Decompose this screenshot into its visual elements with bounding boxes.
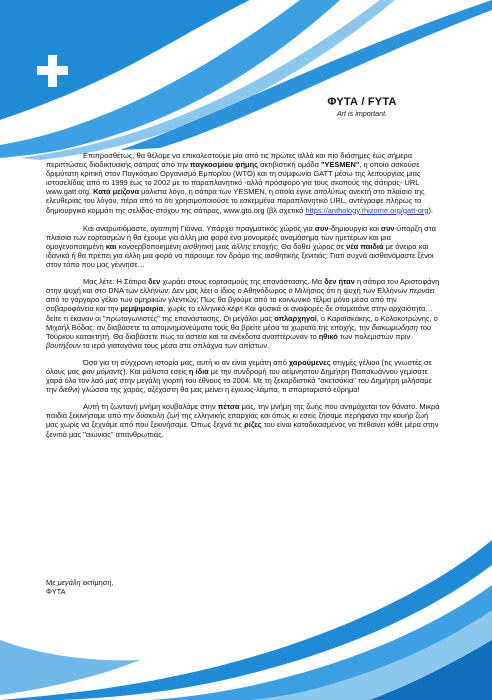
italic-text: βουτήξουν: [46, 340, 81, 350]
letter-subtitle: Art is important.: [336, 109, 388, 118]
text: , η οποία ασκούσε δριμύτατη κριτική στον Παγκόσμιο Οργανισμό Εμπορίου (WTO) και τη συμφωνία GATT μέσω της λειτουργίας μιας ιστοσελίδας από το 1999 έως το 2002 με το παραπλανητικό -αλλά πρόσφορο για τους σκοπούς της σάτιρας- URL www.gatt.org.: [46, 160, 421, 197]
signoff-line: [46, 578, 114, 587]
text: Επιπροσθέτως, θα θέλαμε να επικαλεστούμε μία από τις πρώτες αλλά και πιο διάσημες έως σήμερα περιπτώσεις διαδικτυακής σάτιρας από την: [46, 151, 413, 170]
italic-text: αγαπητή: [150, 223, 179, 233]
text: του είναι καταδικασμένος να πεθαίνει κάθε μέρα στην ξενιτιά μας "αιώνιας" απανθρωπιάς.: [46, 420, 439, 439]
emphasis: η ίδια: [188, 366, 209, 376]
emphasis: συν: [380, 223, 395, 233]
emphasis: και: [105, 241, 117, 251]
emphasis: δεν: [148, 277, 161, 287]
text: κονσερβοποιημένη: [116, 241, 183, 251]
text: με όνειρα και ιδανικά ή θα πρέπει για άλλη μια φορά να πάρουμε τον δρόμο της αισθητικής ξενιτιάς; Γιατί συχνά αισθανόμαστε ξένοι στον τόπο που μας γέννησε…: [46, 241, 434, 270]
text: γλώσσα της χαράς, αξέχαστη θα μας μείνει η έγκυος-λάμπα, τι σπαρταριστό εύρημα!: [79, 385, 360, 395]
text: Γιάννα. Υπάρχει πραγματικός χώρος για: [178, 223, 315, 233]
emphasis: συν: [314, 223, 329, 233]
text: στιγμές γέλιου (τις γνωστές σε όλους μας: [46, 357, 432, 376]
paragraph-5: [46, 402, 441, 438]
text: Και αναρωτιόμαστε,: [83, 223, 151, 233]
gatt-org-link[interactable]: https://anthology.rhizome.org/gatt-org: [305, 205, 429, 215]
letter-title: ΦΥΤΑ / FYTA: [327, 96, 397, 108]
paragraph-3: [46, 277, 441, 350]
italic-text: κέφι: [227, 304, 241, 314]
emphasis: πέτσα: [217, 402, 240, 412]
text: ακτιβιστική ομάδα: [258, 160, 321, 170]
signoff: [46, 578, 114, 596]
emphasis: "YESMEN": [320, 160, 360, 170]
italic-text: απολύτως: [314, 187, 347, 197]
text: της ελληνικής επαρχίας και όπως κι εσείς ζήσαμε περήφανα την κουήρ ζωή μας χωρίς να ξεχνάμε από που ξεκινήσαμε. Όπως ξεχνά τις: [46, 411, 429, 430]
text: χωράει στους εορτασμούς της επανάστασης. Μα: [160, 277, 325, 287]
text: μας, την μνήμη της ζωής που αντιμάχεται τον θάνατο. Μικρά παιδιά ξεκινήσαμε από την: [46, 402, 440, 421]
text: εποχής; Θα δοθεί χώρος σε: [250, 241, 347, 251]
italic-text: αισθητική: [182, 241, 214, 251]
paragraph-4: [46, 358, 441, 394]
emphasis: ρίζες: [244, 420, 262, 430]
paragraph-2: [46, 224, 441, 269]
italic-text: περνάει: [409, 286, 435, 296]
text: , ο Καραϊσκάκης, ο Κολοκοτρώνης, ο Μιχαήλ Βόδας: αν διαβάσετε τα απομνημονεύματα τους θα βρείτε μέσα τα χωρατά της εποχής, την: [46, 313, 438, 332]
emphasis: νέα παιδιά: [346, 241, 384, 251]
text: μιας: [213, 241, 232, 251]
emphasis: ηθικό: [318, 331, 338, 341]
text: Με: [46, 578, 58, 587]
text: εκτίμηση,: [80, 578, 114, 587]
text: η σάτιρα του Αριστοφάνη στην ψυχή και στο DNA των ελλήνων; Δεν μας λέει ο ίδιος ο Αθηνόδωρος ο Μιλήσιος ότι η ψυχή των Ελλήνων: [46, 277, 440, 296]
emphasis: μεμψιμοιρία: [120, 304, 164, 314]
italic-text: δύσκολη ζωή: [136, 411, 180, 421]
emphasis: χαρούμενες: [288, 357, 331, 367]
text: -δημιουργία και: [328, 223, 381, 233]
text: των πολεμιστών πριν: [337, 331, 411, 341]
text: τα ιερά γιαταγάνια τους μέσα στα σπλάχνα των απίστων.: [80, 340, 270, 350]
text: Μας λέτε: Η Σάτιρα: [83, 277, 149, 287]
text: ! Και φυσικά οι αναφορές δε σταματάνε στην αρχαιότητα… δείτε τι έκαναν οι "πρωταγωνιστές" της επανάστασης. Οι μεγάλοι μας: [46, 304, 433, 323]
text: ). Και μάλιστα εσείς: [123, 366, 189, 376]
letter-header: [302, 96, 422, 118]
text: Αυτή τη ζωντανή μνήμη κουβαλάμε στην: [83, 402, 218, 412]
italic-text: μεγάλη: [57, 578, 81, 587]
text: ).: [428, 205, 434, 215]
text: , χωρίς το ελληνικό: [163, 304, 228, 314]
text: με την συνδρομή του αείμνηστου Δημήτρη Παπαϊωάννου γεμίσατε χαρά όλο τον λαό μας στην μεγάλη γιορτή του έθνους το 2004. Με τη ξεκαρδιστικά "σκετσάκια" του Δημήτρη μιλήσαμε την: [46, 366, 432, 395]
italic-text: φαν μόμαντς: [81, 366, 124, 376]
italic-text: άλλης: [231, 241, 251, 251]
emphasis: Κατά μείζονα: [93, 187, 140, 197]
paragraph-1: [46, 151, 441, 215]
text: του Τούρκου κατακτητή. Θα διαβάσετε πως τα αστεία και τα ανέκδοτα αναπτέρωναν το: [46, 322, 432, 341]
text: ανεκτή στο πλαίσιο της ελευθερίας του λόγου, πέρα από το ότι χρησιμοποιούσε το εσκεμμένα παραπλανητικό URL, αντέγραφε πλήρως το δημιουργικό κομμάτι της σελίδας-στόχου της σάτιρας, www.gto.org (βλ σχετικά: [46, 187, 425, 215]
signoff-name: ΦΥΤΑ: [46, 587, 66, 597]
text: μάλιστα λόγο, η σάτιρα των YESMEN, η οποία έγινε: [139, 187, 315, 197]
italic-text: διεθνή: [58, 385, 80, 395]
italic-text: διακωμώδηση: [371, 322, 418, 332]
text: -ύπαρξη στα πλαίσια των εορτασμών ή θα έχουμε για άλλη μια φορά ένα μονομερές αναμάσημα των ημετέρων και μια ομογενοποιημένη: [46, 223, 436, 251]
emphasis: δεν ήταν: [324, 277, 355, 287]
emphasis: οπλαρχηγοί: [274, 313, 317, 323]
text: Όσο για τη σύγχρονη ιστορία μας, αυτή κι αν είναι γεμάτη από: [83, 357, 289, 367]
emphasis: παγκοσμίου φήμης: [189, 160, 258, 170]
text: από το γάργαρο γέλιο των ομηρικών γλεντιών; Πως θα βγούμε από το κοινωνικό τέλμα μόνο μέσα από την σοβαροφάνεια και την: [46, 295, 397, 314]
letter-body: [46, 151, 441, 447]
